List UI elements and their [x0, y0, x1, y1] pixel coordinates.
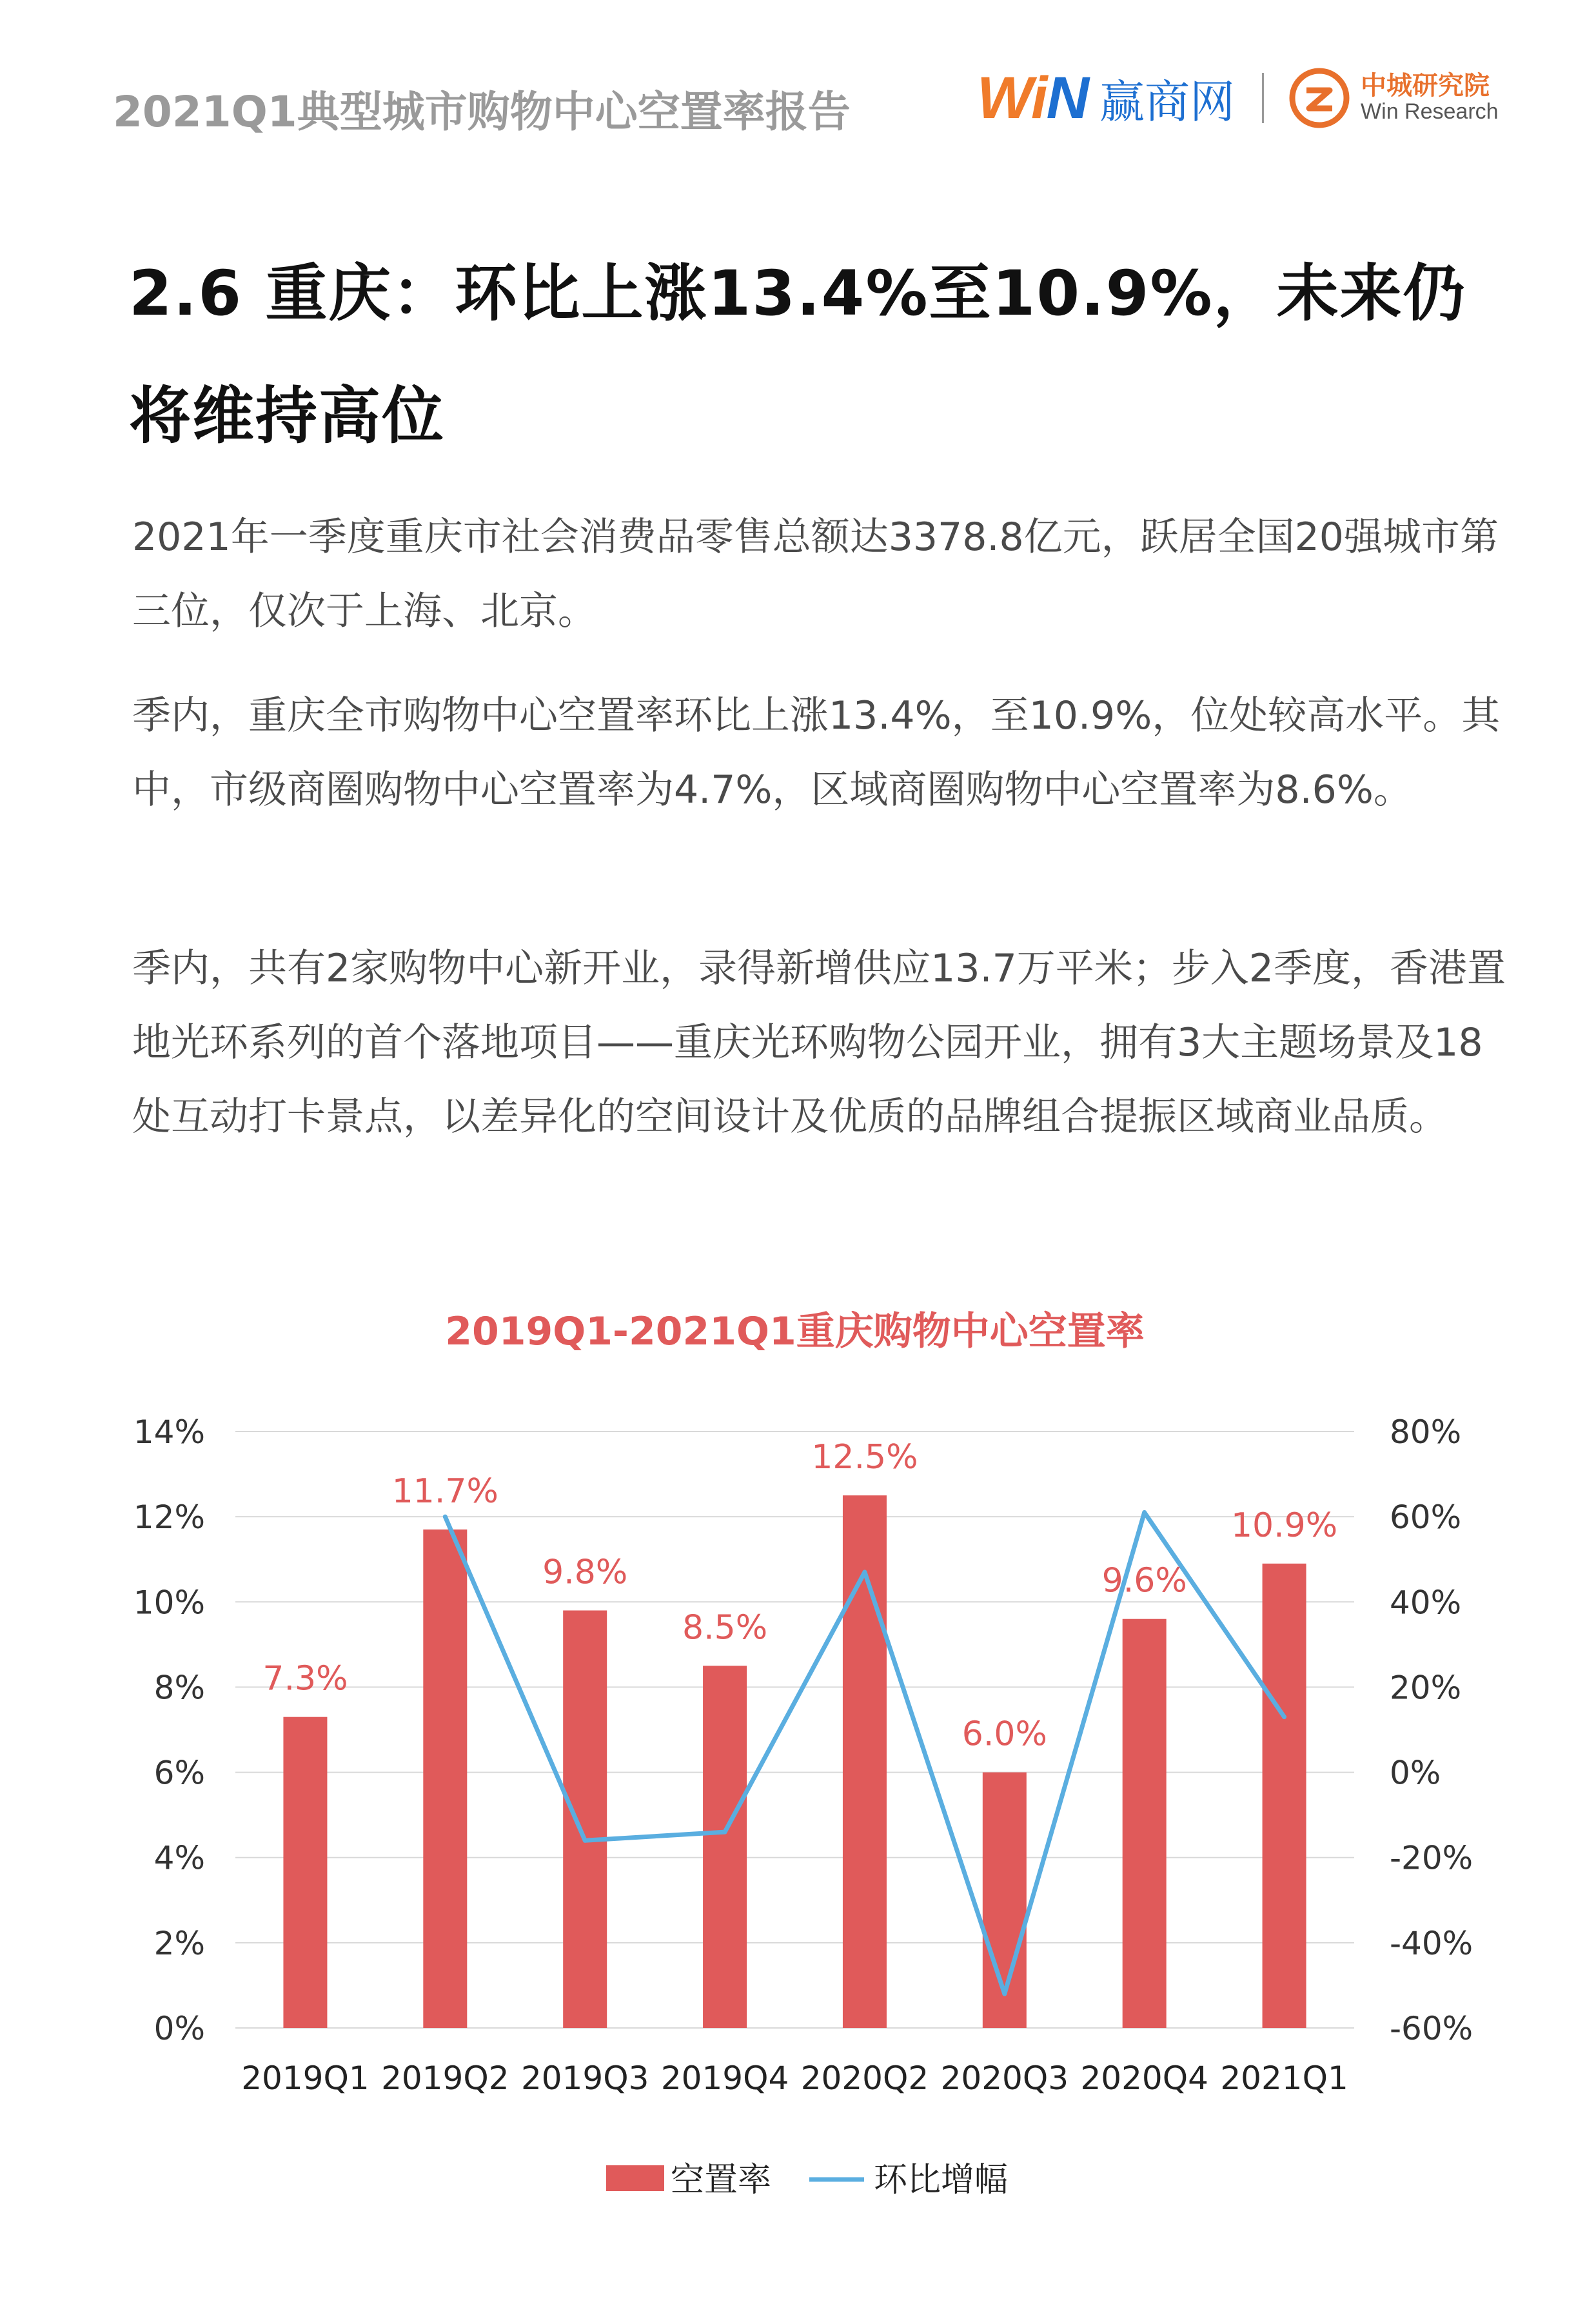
- y-right-tick-label: -60%: [1390, 2010, 1473, 2047]
- x-category-label: 2020Q2: [800, 2060, 929, 2097]
- bar-vacancy-rate: [703, 1666, 747, 2028]
- bar-data-label: 11.7%: [391, 1471, 498, 1511]
- brand-name: 赢商网: [1099, 75, 1236, 128]
- y-right-tick-label: 20%: [1390, 1669, 1462, 1707]
- bar-vacancy-rate: [283, 1717, 327, 2028]
- y-left-tick-label: 2%: [153, 1924, 205, 1962]
- y-right-tick-label: -20%: [1390, 1839, 1473, 1877]
- point-qoq-change: [723, 1830, 727, 1835]
- paragraph-retail-sales: 2021年一季度重庆市社会消费品零售总额达3378.8亿元，跃居全国20强城市第三位，仅次于上海、北京。: [132, 515, 1499, 634]
- x-category-label: 2019Q4: [660, 2060, 789, 2097]
- y-right-tick-label: 60%: [1390, 1499, 1462, 1537]
- section-title-line1: 2.6 重庆：环比上涨13.4%至10.9%，未来仍: [129, 257, 1466, 330]
- point-qoq-change: [443, 1515, 448, 1519]
- point-qoq-change: [1002, 1992, 1007, 1996]
- y-left-tick-label: 6%: [153, 1754, 205, 1792]
- research-name-cn: 中城研究院: [1361, 71, 1490, 101]
- bar-data-label: 12.5%: [811, 1438, 918, 1477]
- bar-data-label: 7.3%: [262, 1659, 348, 1698]
- x-category-label: 2021Q1: [1220, 2060, 1348, 2097]
- x-category-label: 2019Q1: [241, 2060, 369, 2097]
- point-qoq-change: [1282, 1715, 1286, 1719]
- y-left-tick-label: 10%: [133, 1584, 205, 1622]
- section-title-line2: 将维持高位: [129, 380, 445, 452]
- x-category-label: 2020Q3: [940, 2060, 1069, 2097]
- bar-data-label: 8.5%: [682, 1608, 768, 1648]
- y-right-tick-label: -40%: [1390, 1924, 1473, 1962]
- bar-vacancy-rate: [1123, 1619, 1167, 2028]
- research-name-en: Win Research: [1361, 99, 1499, 124]
- y-left-tick-label: 14%: [133, 1413, 205, 1451]
- section-title: [129, 232, 1509, 477]
- vacancy-rate-chart: [0, 1277, 1596, 2302]
- legend-swatch-vacancy-rate: [606, 2165, 664, 2191]
- bar-vacancy-rate: [423, 1530, 467, 2028]
- bar-data-label: 9.6%: [1101, 1561, 1187, 1600]
- y-right-tick-label: 80%: [1390, 1413, 1462, 1451]
- y-left-tick-label: 8%: [153, 1669, 205, 1707]
- chart-title: 2019Q1-2021Q1重庆购物中心空置率: [445, 1309, 1145, 1354]
- win-logo-icon: WiN: [977, 64, 1089, 131]
- brand-logos: [977, 59, 1499, 137]
- bar-vacancy-rate: [563, 1611, 607, 2029]
- legend-label-qoq-change: 环比增幅: [874, 2161, 1009, 2199]
- x-category-label: 2020Q4: [1080, 2060, 1208, 2097]
- point-qoq-change: [862, 1570, 867, 1575]
- paragraph-new-supply: 季内，共有2家购物中心新开业，录得新增供应13.7万平米；步入2季度，香港置地光环系列的首个落地项目——重庆光环购物公园开业，拥有3大主题场景及18处互动打卡景点，以差异化的空间设计及优质的品牌组合提振区域商业品质。: [132, 946, 1506, 1139]
- report-header-title: 2021Q1典型城市购物中心空置率报告: [113, 87, 851, 137]
- y-left-tick-label: 4%: [153, 1839, 205, 1877]
- bar-data-label: 10.9%: [1230, 1506, 1338, 1545]
- brand-divider: [1262, 73, 1264, 123]
- bar-data-label: 9.8%: [542, 1553, 628, 1592]
- bar-vacancy-rate: [1263, 1564, 1306, 2028]
- win-research-logo-icon: [1287, 66, 1352, 130]
- paragraph-vacancy-rate: 季内，重庆全市购物中心空置率环比上涨13.4%，至10.9%，位处较高水平。其中，市级商圈购物中心空置率为4.7%，区域商圈购物中心空置率为8.6%。: [132, 693, 1501, 812]
- y-left-tick-label: 0%: [153, 2010, 205, 2047]
- x-category-label: 2019Q3: [520, 2060, 649, 2097]
- point-qoq-change: [583, 1838, 587, 1843]
- legend-label-vacancy-rate: 空置率: [671, 2161, 772, 2199]
- point-qoq-change: [1142, 1510, 1147, 1515]
- y-right-tick-label: 0%: [1390, 1754, 1441, 1792]
- y-right-tick-label: 40%: [1390, 1584, 1462, 1622]
- y-left-tick-label: 12%: [133, 1499, 205, 1537]
- bar-data-label: 6.0%: [961, 1715, 1047, 1754]
- x-category-label: 2019Q2: [381, 2060, 509, 2097]
